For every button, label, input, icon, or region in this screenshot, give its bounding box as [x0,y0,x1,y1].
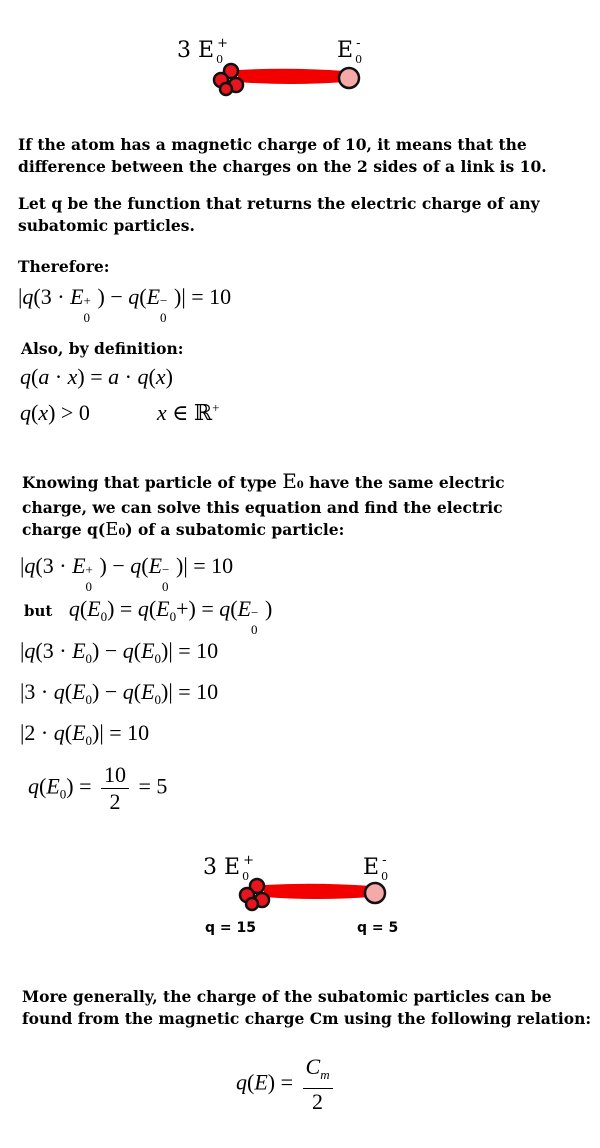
right-particle-label: E $_0$- [363,853,389,883]
right-particle-label: E $_0$- [337,36,363,66]
equation-equal-charges: but $q(E_0) = q(E_0+) = q(E$ − 0 ) [24,596,273,637]
left-particle-label: 3 E $_0$+ [203,853,254,883]
paragraph-general-relation: More generally, the charge of the subatomic particles can be found from the magnetic charge Cm using the following relation: [22,987,592,1028]
left-particle-label: 3 E $_0$+ [177,36,228,66]
link-drawing [0,845,600,945]
link-drawing [0,0,600,100]
equation-5: $|2 \cdot q(E_0)| = 10$ [20,720,150,748]
equation-4: $|3 \cdot q(E_0) - q(E_0)| = 10$ [20,679,219,707]
negative-particle [339,68,359,88]
link-bar [264,884,371,899]
also-label: Also, by definition: [21,339,184,358]
equation-positivity: q(x) > 0 x ∈ ℝ+ [20,400,220,425]
paragraph-magnetic-charge: If the atom has a magnetic charge of 10, it means that the difference between the charges on the 2 sides of a link is 10. [18,135,547,176]
paragraph-solve: Knowing that particle of type E0 have the same electric charge, we can solve this equation and find the electric charge q(E0) of a subatomic particle: [22,469,505,540]
paragraph-function-q: Let q be the function that returns the electric charge of any subatomic particles. [18,194,540,235]
equation-3: $|q(3 \cdot E_0) - q(E_0)| = 10$ [20,638,219,666]
therefore-label: Therefore: [18,257,110,276]
equation-result: $q(E_0)$ = $\frac{10}{2}$ = 5 [28,762,168,814]
right-charge-label: q = 5 [357,920,399,936]
equation-general: q(E) = $\frac{C_m}{2}$ [236,1054,337,1115]
atom-diagram-bottom [0,845,600,945]
positive-cluster [240,879,269,910]
atom-diagram-top [0,0,600,100]
equation-2: |q(3 · E + 0 ) − q(E − 0 )| = 10 [20,553,234,594]
link-bar [238,69,345,84]
equation-1: |q(3 · E + 0 ) − q(E − 0 )| = 10 [18,284,232,325]
left-charge-label: q = 15 [205,920,256,936]
positive-cluster [214,64,243,95]
equation-linearity: q(a · x) = a · q(x) [20,364,173,389]
negative-particle [365,883,385,903]
